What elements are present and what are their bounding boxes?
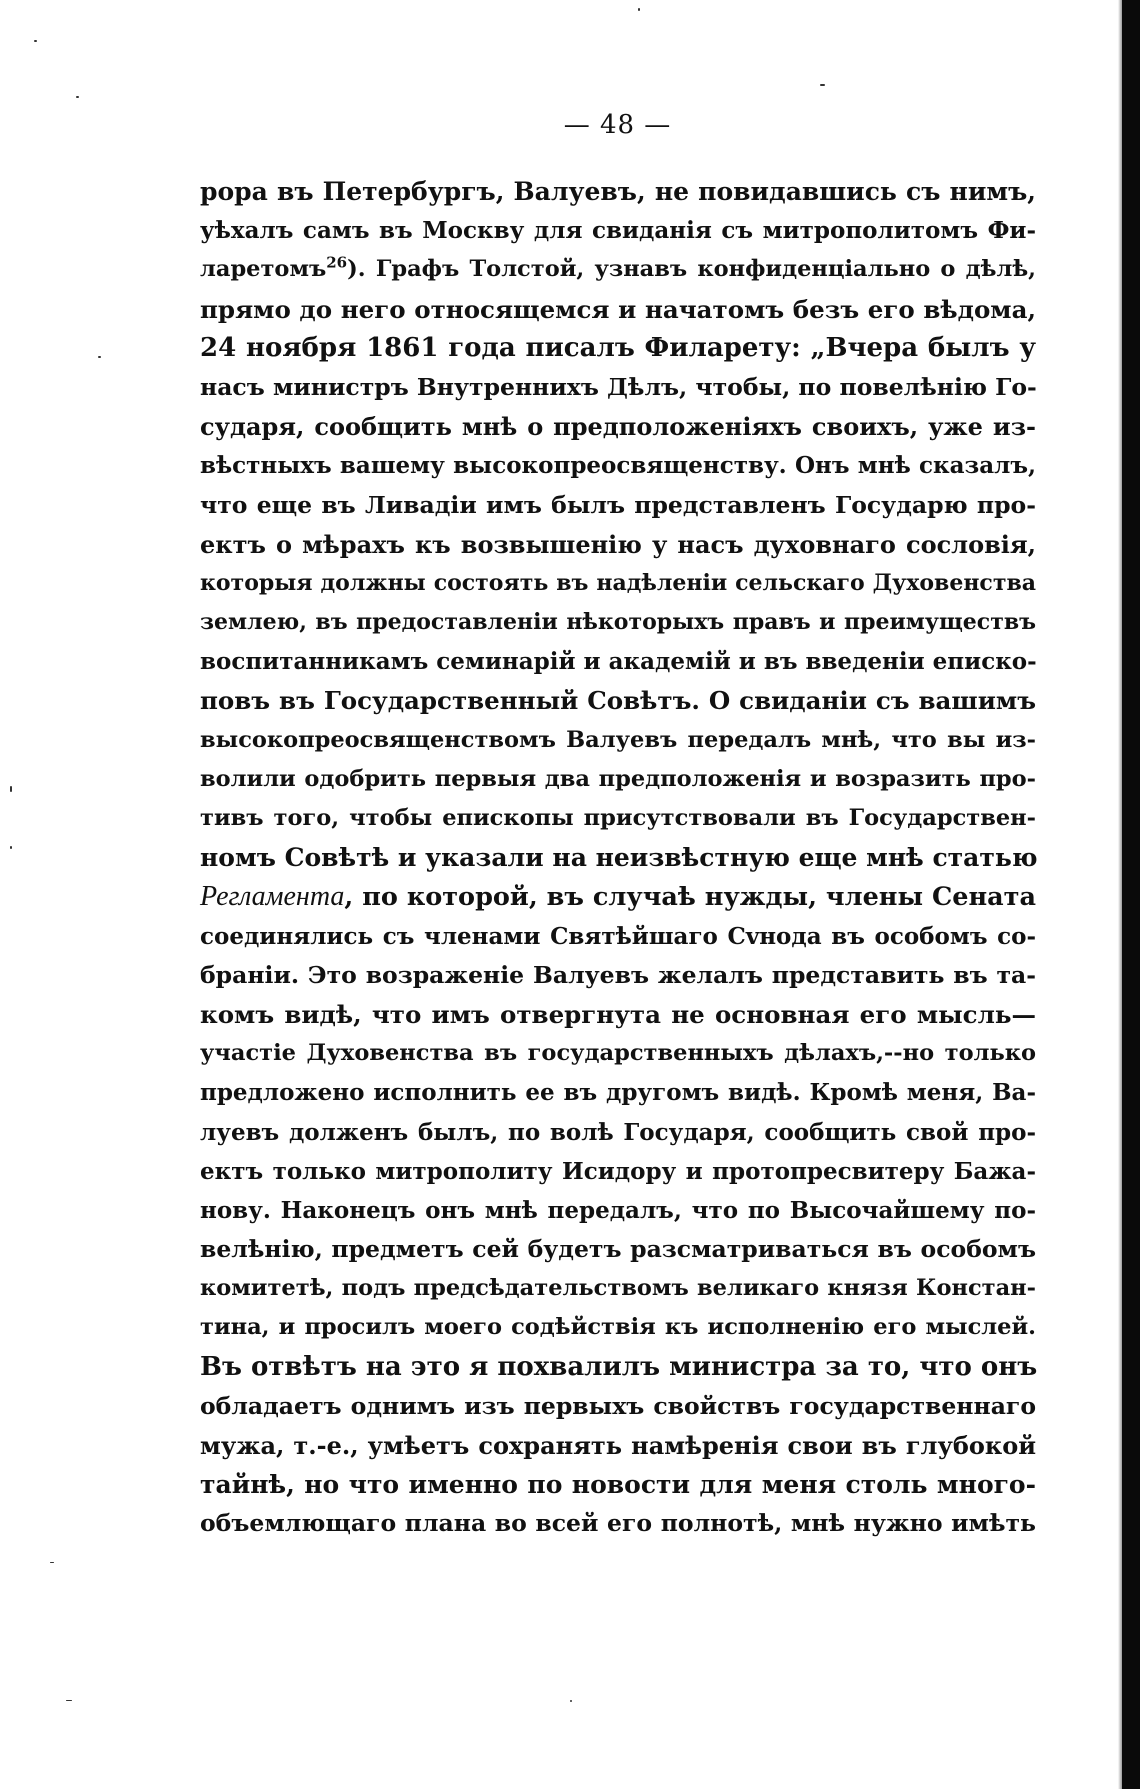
text-line: землею, въ предоставленіи нѣкоторыхъ правъ и преимуществъ: [200, 609, 1036, 636]
text-line: мужа, т.-е., умѣетъ сохранять намѣренія свои въ глубокой: [200, 1431, 1036, 1460]
text-line: [200, 250, 1036, 289]
text-line: комитетѣ, подъ предсѣдательствомъ великаго князя Констан-: [200, 1275, 1036, 1302]
text-line: повъ въ Государственный Совѣтъ. О свиданіи съ вашимъ: [200, 686, 1036, 716]
text-line: ектъ только митрополиту Исидору и протопресвитеру Бажа-: [200, 1157, 1036, 1185]
text-line: рора въ Петербургъ, Валуевъ, не повидавшись съ нимъ,: [200, 177, 1036, 206]
text-line: высокопреосвященствомъ Валуевъ передалъ мнѣ, что вы из-: [200, 726, 1036, 753]
scan-speck: [638, 8, 640, 11]
text-line: которыя должны состоять въ надѣленіи сельскаго Духовенства: [200, 569, 1036, 596]
text-segment: , по которой, въ случаѣ нужды, члены Сената: [344, 882, 1036, 913]
text-line: Въ отвѣтъ на это я похвалилъ министра за то, что онъ: [200, 1351, 1038, 1382]
text-line: луевъ долженъ былъ, по волѣ Государя, сообщить свой про-: [200, 1118, 1036, 1146]
text-line: обладаетъ однимъ изъ первыхъ свойствъ государственнаго: [200, 1391, 1036, 1420]
scan-speck: [570, 1700, 572, 1702]
scan-speck: [66, 1700, 72, 1701]
text-line: что еще въ Ливадіи имъ былъ представленъ Государю про-: [200, 490, 1036, 519]
text-line: [200, 877, 1036, 916]
text-line: тивъ того, чтобы епископы присутствовали въ Государствен-: [200, 805, 1036, 831]
text-line: объемлющаго плана во всей его полнотѣ, мнѣ нужно имѣть: [200, 1509, 1036, 1538]
text-line: вѣстныхъ вашему высокопреосвященству. Онъ мнѣ сказалъ,: [200, 452, 1036, 480]
text-line: ектъ о мѣрахъ къ возвышенію у насъ духовнаго сословія,: [200, 529, 1036, 559]
text-line: воспитанникамъ семинарій и академій и въ введеніи еписко-: [200, 648, 1037, 676]
text-line: сударя, сообщить мнѣ о предположеніяхъ своихъ, уже из-: [200, 412, 1036, 442]
footnote-reference: 26: [326, 253, 348, 272]
body-text: [200, 172, 1036, 1544]
text-line: участіе Духовенства въ государственныхъ дѣлахъ,--но только: [200, 1040, 1036, 1067]
italic-term: Регламента: [200, 881, 345, 913]
text-segment: ). Графъ Толстой, узнавъ конфиденціально о дѣлѣ,: [347, 256, 1036, 283]
text-line: предложено исполнить ее въ другомъ видѣ. Кромѣ меня, Ва-: [200, 1079, 1036, 1107]
text-line: браніи. Это возраженіе Валуевъ желалъ представить въ та-: [200, 960, 1036, 989]
text-line: тина, и просилъ моего содѣйствія къ исполненію его мыслей.: [200, 1314, 1036, 1341]
book-spine: [1122, 0, 1140, 1789]
text-line: тайнѣ, но что именно по новости для меня столь много-: [200, 1470, 1036, 1500]
scan-speck: [76, 96, 79, 98]
text-line: соединялись съ членами Святѣйшаго Сvнода въ особомъ со-: [200, 922, 1036, 950]
text-line: 24 ноября 1861 года писалъ Филарету: „Вчера былъ у: [200, 332, 1036, 363]
scan-speck: [98, 356, 101, 358]
text-line: нову. Наконецъ онъ мнѣ передалъ, что по Высочайшему по-: [200, 1196, 1036, 1224]
page-number: — 48 —: [563, 110, 672, 140]
text-line: волили одобрить первыя два предположенія и возразить про-: [200, 765, 1036, 792]
scan-speck: [820, 84, 825, 86]
text-segment: ларетомъ: [200, 256, 327, 283]
text-line: насъ министръ Внутреннихъ Дѣлъ, чтобы, по повелѣнію Го-: [200, 372, 1037, 401]
text-line: номъ Совѣтѣ и указали на неизвѣстную еще мнѣ статью: [200, 843, 1038, 873]
scan-speck: [10, 786, 12, 792]
text-line: комъ видѣ, что имъ отвергнута не основная его мысль—: [200, 999, 1036, 1029]
text-line: велѣнію, предметъ сей будетъ разсматриваться въ особомъ: [200, 1235, 1036, 1264]
scan-speck: [34, 40, 37, 42]
text-line: прямо до него относящемся и начатомъ безъ его вѣдома,: [200, 294, 1036, 324]
scan-speck: [10, 846, 12, 849]
text-line: уѣхалъ самъ въ Москву для свиданія съ митрополитомъ Фи-: [200, 217, 1036, 245]
scan-speck: [50, 1562, 54, 1563]
